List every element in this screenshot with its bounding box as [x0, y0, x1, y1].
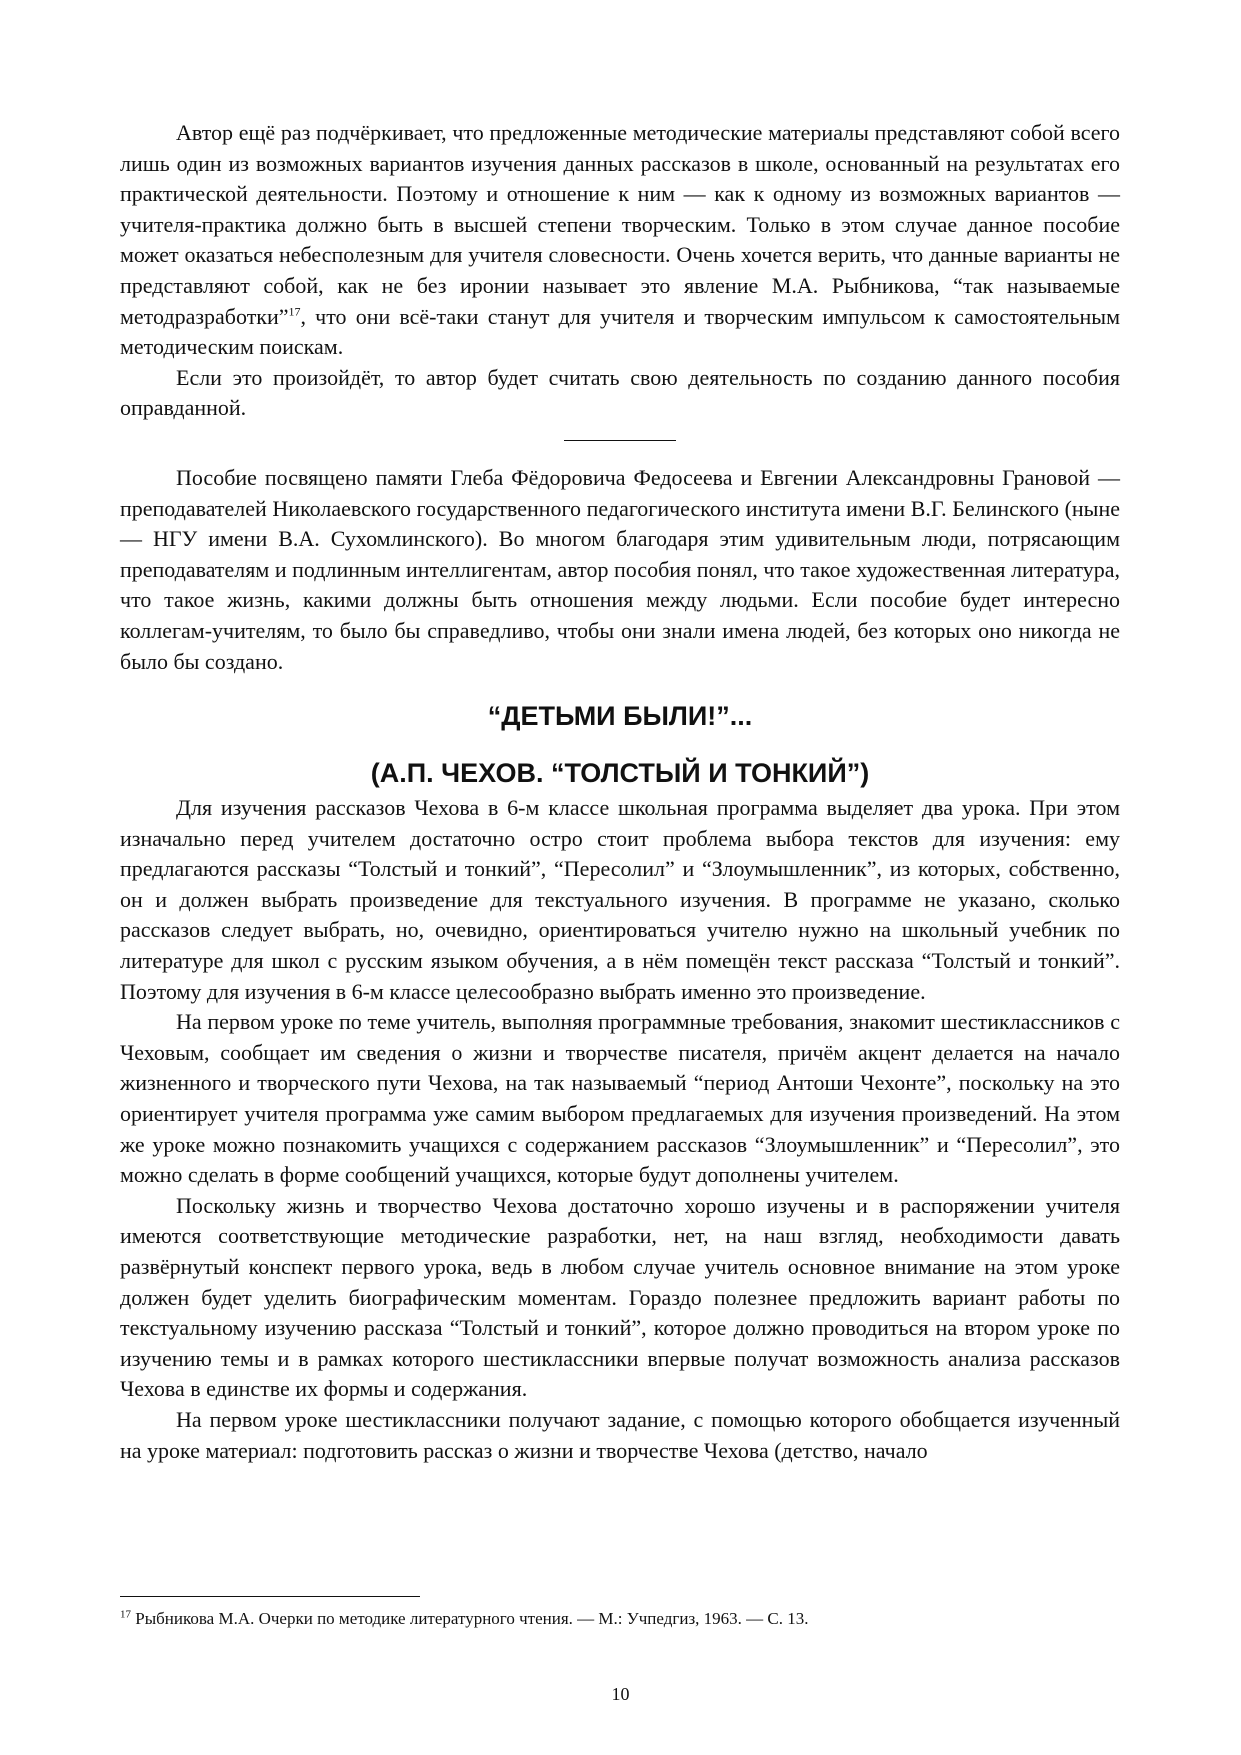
footnote-text: Рыбникова М.А. Очерки по методике литературного чтения. — М.: Учпедгиз, 1963. — С. 13.: [131, 1609, 809, 1628]
footnote-number: 17: [120, 1608, 131, 1621]
footnote: [120, 1608, 1120, 1630]
footnote-separator: [120, 1596, 420, 1597]
body-paragraph-2: На первом уроке по теме учитель, выполняя программные требования, знакомит шестиклассников с Чеховым, сообщает им сведения о жизни и творчестве писателя, причём акцент делается на начало жизненного и творческого пути Чехова, на так называемый “период Антоши Чехонте”, поскольку на это ориентирует учителя программа уже самим выбором предлагаемых для изучения произведений. На этом же уроке можно познакомить учащихся с содержанием рассказов “Злоумышленник” и “Пересолил”, это можно сделать в форме сообщений учащихся, которые будут дополнены учителем.: [120, 1009, 1120, 1188]
page-number: 10: [611, 1684, 630, 1704]
body-paragraph-4: На первом уроке шестиклассники получают задание, с помощью которого обобщается изученный на уроке материал: подготовить рассказ о жизни и творчестве Чехова (детство, начало: [120, 1406, 1120, 1463]
section-divider: [564, 440, 676, 441]
intro-paragraph-1: [120, 118, 1120, 363]
footnote-reference[interactable]: 17: [288, 304, 301, 319]
intro-paragraph-2: Если это произойдёт, то автор будет считать свою деятельность по созданию данного пособия оправданной.: [120, 364, 1120, 421]
dedication-paragraph: Пособие посвящено памяти Глеба Фёдоровича Федосеева и Евгении Александровны Грановой — преподавателей Николаевского государственного педагогического института имени В.Г. Белинского (ныне — НГУ имени В.А. Сухомлинского). Во многом благодаря этим удивительным люди, потрясающим преподавателям и подлинным интеллигентам, автор пособия понял, что такое художественная литература, что такое жизнь, какими должны быть отношения между людьми. Если пособие будет интересно коллегам-учителям, то было бы справедливо, чтобы они знали имена людей, без которых оно никогда не было бы создано.: [120, 464, 1120, 674]
body-paragraph-1: Для изучения рассказов Чехова в 6-м классе школьная программа выделяет два урока. При этом изначально перед учителем достаточно остро стоит проблема выбора текстов для изучения: ему предлагаются рассказы “Толстый и тонкий”, “Пересолил” и “Злоумышленник”, из которых, собственно, он и должен выбрать произведение для текстуального изучения. В программе не указано, сколько рассказов следует выбрать, но, очевидно, ориентироваться учителю нужно на школьный учебник по литературе для школ с русским языком обучения, а в нём помещён текст рассказа “Толстый и тонкий”. Поэтому для изучения в 6-м классе целесообразно выбрать именно это произведение.: [120, 795, 1120, 1004]
intro-paragraph-1-text: Автор ещё раз подчёркивает, что предложенные методические материалы представляют собой всего лишь один из возможных вариантов изучения данных рассказов в школе, основанный на результатах его практической деятельности. Поэтому и отношение к ним — как к одному из возможных вариантов — учителя-практика должно быть в высшей степени творческим. Только в этом случае данное пособие может оказаться небесполезным для учителя словесности. Очень хочется верить, что данные варианты не представляют собой, как не без иронии называет это явление М.А. Рыбникова, “так называемые методразработки”: [120, 120, 1120, 329]
chapter-title: “ДЕТЬМИ БЫЛИ!”...: [487, 701, 753, 732]
body-paragraph-3: Поскольку жизнь и творчество Чехова достаточно хорошо изучены и в распоряжении учителя имеются соответствующие методические разработки, нет, на наш взгляд, необходимости давать развёрнутый конспект первого урока, ведь в любом случае учитель основное внимание на этом уроке должен будет уделить биографическим моментам. Гораздо полезнее предложить вариант работы по текстуальному изучению рассказа “Толстый и тонкий”, которое должно проводиться на втором уроке по изучению темы и в рамках которого шестиклассники впервые получат возможность анализа рассказов Чехова в единстве их формы и содержания.: [120, 1192, 1120, 1402]
intro-paragraph-1-continuation: , что они всё-таки станут для учителя и творческим импульсом к самостоятельным методическим поискам.: [120, 303, 1120, 360]
chapter-subtitle: (А.П. ЧЕХОВ. “ТОЛСТЫЙ И ТОНКИЙ”): [370, 758, 870, 789]
page-body: [120, 118, 1120, 1466]
